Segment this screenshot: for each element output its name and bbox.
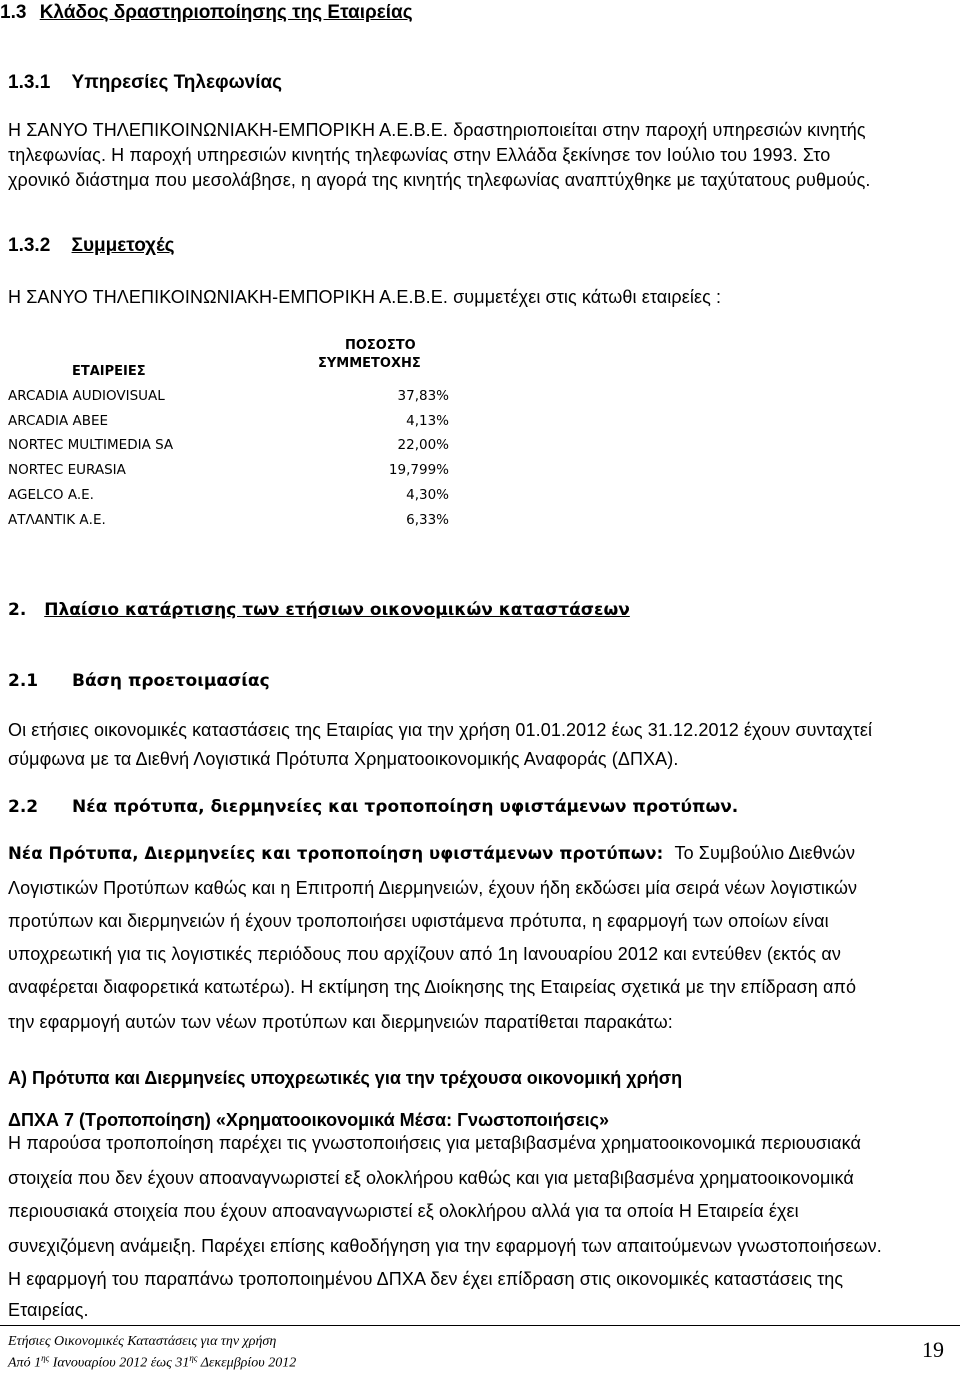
company-pct: 4,30% xyxy=(406,487,449,503)
heading-1-3-1 xyxy=(8,72,282,94)
company-name: NORTEC EURASIA xyxy=(8,462,126,478)
heading-title: Συμμετοχές xyxy=(71,235,175,256)
subheading-dpxa7: ΔΠΧΑ 7 (Τροποποίηση) «Χρηματοοικονομικά Μέσα: Γνωστοποιήσεις» xyxy=(8,1110,609,1130)
footer-sup: ης xyxy=(41,1353,50,1363)
footer-text: Από 1 xyxy=(8,1355,42,1371)
heading-1-3-2 xyxy=(8,235,175,257)
table-header-pct-2: ΣΥΜΜΕΤΟΧΗΣ xyxy=(318,356,421,371)
paragraph-line: προτύπων και διερμηνειών ή έχουν τροποποιήσει υφιστάμενα πρότυπα, η εφαρμογή των οποίων είναι xyxy=(8,911,829,931)
heading-number: 1.3.2 xyxy=(8,235,51,256)
paragraph-line: Η ΣΑΝΥΟ ΤΗΛΕΠΙΚΟΙΝΩΝΙΑΚΗ-ΕΜΠΟΡΙΚΗ Α.Ε.Β.Ε. συμμετέχει στις κάτωθι εταιρείες : xyxy=(8,287,722,307)
heading-title: Νέα πρότυπα, διερμηνείες και τροποποίηση υφιστάμενων προτύπων. xyxy=(72,797,739,817)
paragraph-line: χρονικό διάστημα που μεσολάβησε, η αγορά της κινητής τηλεφωνίας αναπτύχθηκε με ταχύτατους ρυθμούς. xyxy=(8,170,871,190)
paragraph-line: Εταιρείας. xyxy=(8,1300,89,1320)
heading-number: 1.3.1 xyxy=(8,72,51,93)
paragraph-text: Το Συμβούλιο Διεθνών xyxy=(674,843,856,863)
footer-sup: ης xyxy=(189,1353,198,1363)
paragraph-line: Η εφαρμογή του παραπάνω τροποποιημένου ΔΠΧΑ δεν έχει επίδραση στις οικονομικές καταστάσεις της xyxy=(8,1269,844,1289)
company-name: NORTEC MULTIMEDIA SA xyxy=(8,437,174,453)
paragraph-line: Οι ετήσιες οικονομικές καταστάσεις της Εταιρίας για την χρήση 01.01.2012 έως 31.12.2012 έχουν συνταχτεί xyxy=(8,720,873,740)
heading-title: Κλάδος δραστηριοποίησης της Εταιρείας xyxy=(39,2,413,23)
paragraph-line: σύμφωνα με τα Διεθνή Λογιστικά Πρότυπα Χρηματοοικονομικής Αναφοράς (ΔΠΧΑ). xyxy=(8,749,679,769)
heading-1-3 xyxy=(0,2,413,24)
paragraph-line: περιουσιακά στοιχεία που έχουν αποαναγνωριστεί εξ ολοκλήρου αλλά για τα οποία Η Εταιρεία έχει xyxy=(8,1201,799,1221)
heading-2-2 xyxy=(8,797,738,817)
heading-number: 1.3 xyxy=(0,2,27,23)
company-pct: 6,33% xyxy=(406,512,449,528)
footer-line-2 xyxy=(8,1353,296,1372)
paragraph-line: συνεχιζόμενη ανάμειξη. Παρέχει επίσης καθοδήγηση για την εφαρμογή των απαιτούμενων γνωστοποιήσεων. xyxy=(8,1236,882,1256)
page-number: 19 xyxy=(922,1337,944,1362)
company-name: ARCADIA ABEE xyxy=(8,413,109,429)
heading-number: 2.1 xyxy=(8,671,39,691)
company-pct: 22,00% xyxy=(397,437,449,453)
table-header-companies: ΕΤΑΙΡΕΙΕΣ xyxy=(72,364,146,379)
company-name: ΑΤΛΑΝΤΙΚ Α.Ε. xyxy=(8,512,106,528)
heading-title: Υπηρεσίες Τηλεφωνίας xyxy=(71,72,283,93)
heading-number: 2.2 xyxy=(8,797,39,817)
table-header-pct-1: ΠΟΣΟΣΤΟ xyxy=(345,338,416,353)
footer-text: Δεκεμβρίου 2012 xyxy=(197,1355,297,1371)
paragraph-line: τηλεφωνίας. Η παροχή υπηρεσιών κινητής τηλεφωνίας στην Ελλάδα ξεκίνησε τον Ιούλιο του 1993. Στο xyxy=(8,145,831,165)
footer-rule xyxy=(0,1325,960,1326)
heading-2-1 xyxy=(8,671,270,691)
paragraph-line: Λογιστικών Προτύπων καθώς και η Επιτροπή Διερμηνειών, έχουν ήδη εκδώσει μία σειρά νέων λογιστικών xyxy=(8,878,858,898)
footer-text: Ιανουαρίου 2012 έως 31 xyxy=(49,1355,190,1371)
paragraph-line: Η ΣΑΝΥΟ ΤΗΛΕΠΙΚΟΙΝΩΝΙΑΚΗ-ΕΜΠΟΡΙΚΗ Α.Ε.Β.Ε. δραστηριοποιείται στην παροχή υπηρεσιών κινητής xyxy=(8,120,866,140)
heading-title: Βάση προετοιμασίας xyxy=(72,671,270,691)
footer-line-1: Ετήσιες Οικονομικές Καταστάσεις για την χρήση xyxy=(8,1334,277,1349)
paragraph-line: στοιχεία που δεν έχουν αποαναγνωριστεί εξ ολοκλήρου καθώς και για μεταβιβασμένα χρηματοοικονομικά xyxy=(8,1168,854,1188)
subheading-a: Α) Πρότυπα και Διερμηνείες υποχρεωτικές για την τρέχουσα οικονομική χρήση xyxy=(8,1068,683,1088)
heading-number: 2. xyxy=(8,600,27,620)
paragraph-line: Η παρούσα τροποποίηση παρέχει τις γνωστοποιήσεις για μεταβιβασμένα χρηματοοικονομικά περιουσιακά xyxy=(8,1133,862,1153)
company-pct: 4,13% xyxy=(406,413,449,429)
paragraph-line: αναφέρεται διαφορετικά κατωτέρω). Η εκτίμηση της Διοίκησης της Εταιρείας σχετικά με την επίδραση από xyxy=(8,977,857,997)
company-name: AGELCO A.E. xyxy=(8,487,94,503)
company-name: ARCADIA AUDIOVISUAL xyxy=(8,388,165,404)
company-pct: 19,799% xyxy=(388,462,449,478)
heading-title: Πλαίσιο κατάρτισης των ετήσιων οικονομικών καταστάσεων xyxy=(44,600,630,620)
company-pct: 37,83% xyxy=(397,388,449,404)
heading-2 xyxy=(8,600,630,620)
paragraph-line: την εφαρμογή αυτών των νέων προτύπων και διερμηνειών παρατίθεται παρακάτω: xyxy=(8,1012,673,1032)
paragraph-line: υποχρεωτική για τις λογιστικές περιόδους που αρχίζουν από 1η Ιανουαρίου 2012 και εντεύθεν (εκτός αν xyxy=(8,944,841,964)
paragraph-line xyxy=(8,843,948,864)
paragraph-lead: Νέα Πρότυπα, Διερμηνείες και τροποποίηση υφιστάμενων προτύπων: xyxy=(8,844,664,863)
